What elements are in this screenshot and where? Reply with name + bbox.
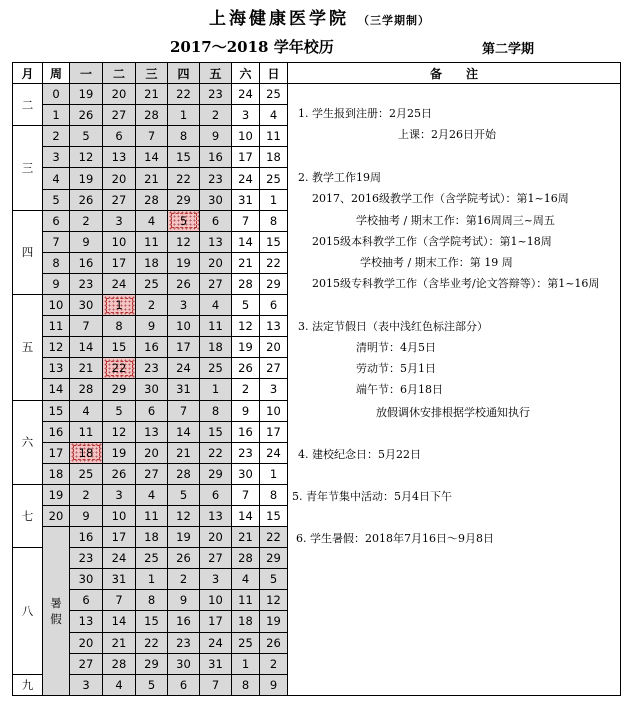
notes-cell	[288, 84, 621, 696]
month-cell: 七	[13, 484, 43, 547]
week-number-cell: 11	[43, 316, 70, 337]
day-header: 日	[260, 63, 288, 84]
date-cell: 26	[260, 632, 288, 653]
summer-label: 暑	[50, 595, 62, 610]
date-cell: 10	[232, 126, 260, 147]
note-line: 4. 建校纪念日：5月22日	[298, 448, 421, 462]
date-cell: 1	[260, 463, 288, 484]
note-line: 放假调休安排根据学校通知执行	[376, 406, 530, 420]
date-cell: 17	[103, 527, 136, 548]
header-row	[13, 63, 621, 84]
week-number-cell: 0	[43, 84, 70, 105]
date-cell: 17	[168, 337, 200, 358]
week-number-cell: 1	[43, 105, 70, 126]
date-cell: 4	[136, 210, 168, 231]
date-cell: 6	[168, 674, 200, 695]
date-cell: 20	[103, 84, 136, 105]
academic-year-title: 2017～2018 学年校历	[170, 38, 334, 56]
date-cell: 18	[260, 147, 288, 168]
week-number-cell: 13	[43, 358, 70, 379]
week-number-cell: 16	[43, 421, 70, 442]
date-cell: 9	[200, 126, 232, 147]
date-cell: 14	[232, 505, 260, 526]
date-cell: 14	[70, 337, 103, 358]
date-cell: 20	[136, 442, 168, 463]
date-cell: 6	[200, 210, 232, 231]
date-cell: 17	[260, 421, 288, 442]
note-line: 5. 青年节集中活动：5月4日下午	[292, 490, 452, 504]
date-cell: 23	[136, 358, 168, 379]
week-number-cell: 4	[43, 168, 70, 189]
date-cell: 5	[168, 484, 200, 505]
date-cell: 23	[200, 168, 232, 189]
date-cell: 8	[103, 316, 136, 337]
date-cell: 27	[70, 653, 103, 674]
date-cell: 28	[232, 273, 260, 294]
date-cell: 7	[232, 484, 260, 505]
date-cell: 23	[70, 273, 103, 294]
date-cell: 28	[232, 548, 260, 569]
date-cell: 29	[260, 273, 288, 294]
date-cell: 21	[70, 358, 103, 379]
date-cell: 22	[168, 84, 200, 105]
date-cell: 19	[103, 442, 136, 463]
date-cell: 26	[232, 358, 260, 379]
week-number-cell: 18	[43, 463, 70, 484]
note-line: 3. 法定节假日（表中浅红色标注部分）	[298, 320, 488, 334]
date-cell: 2	[200, 105, 232, 126]
date-cell: 5	[136, 674, 168, 695]
date-cell: 27	[136, 463, 168, 484]
date-cell: 4	[232, 569, 260, 590]
date-cell: 12	[232, 316, 260, 337]
date-cell: 25	[232, 632, 260, 653]
date-cell: 25	[136, 548, 168, 569]
date-cell: 1	[260, 189, 288, 210]
date-cell: 20	[200, 252, 232, 273]
date-cell: 4	[260, 105, 288, 126]
date-cell: 27	[200, 548, 232, 569]
date-cell: 14	[136, 147, 168, 168]
date-cell: 1	[232, 653, 260, 674]
date-cell: 27	[103, 189, 136, 210]
date-cell: 26	[168, 548, 200, 569]
month-header: 月	[13, 63, 43, 84]
date-cell: 30	[70, 295, 103, 316]
date-cell: 6	[70, 590, 103, 611]
date-cell: 20	[200, 527, 232, 548]
date-cell: 9	[70, 505, 103, 526]
day-header: 六	[232, 63, 260, 84]
date-cell: 2	[70, 210, 103, 231]
date-cell: 16	[232, 421, 260, 442]
month-cell: 二	[13, 84, 43, 126]
date-cell: 8	[260, 484, 288, 505]
date-cell: 13	[200, 505, 232, 526]
date-cell: 1	[136, 569, 168, 590]
date-cell: 29	[260, 548, 288, 569]
date-cell: 16	[70, 252, 103, 273]
date-cell: 22	[260, 527, 288, 548]
date-cell: 7	[136, 126, 168, 147]
note-line: 1. 学生报到注册：2月25日	[298, 107, 432, 121]
week-number-cell: 5	[43, 189, 70, 210]
date-cell: 28	[70, 379, 103, 400]
date-cell: 26	[103, 463, 136, 484]
date-cell: 3	[70, 674, 103, 695]
date-cell: 24	[200, 632, 232, 653]
date-cell: 5	[103, 400, 136, 421]
note-line: 上课：2月26日开始	[398, 128, 496, 142]
date-cell: 8	[200, 400, 232, 421]
date-cell: 9	[70, 231, 103, 252]
calendar-table	[12, 62, 621, 696]
date-cell: 25	[260, 168, 288, 189]
date-cell: 14	[103, 611, 136, 632]
note-line: 2017、2016级教学工作（含学院考试）：第1~16周	[312, 192, 569, 206]
date-cell: 3	[232, 105, 260, 126]
date-cell: 24	[103, 548, 136, 569]
date-cell: 22	[200, 442, 232, 463]
date-cell: 8	[136, 590, 168, 611]
day-header: 二	[103, 63, 136, 84]
date-cell: 19	[168, 252, 200, 273]
date-cell: 6	[200, 484, 232, 505]
title-main: 上海健康医学院	[209, 9, 350, 29]
date-cell: 12	[168, 231, 200, 252]
note-line: 端午节：6月18日	[356, 383, 443, 397]
month-cell: 八	[13, 548, 43, 675]
date-cell: 8	[260, 210, 288, 231]
date-cell: 8	[168, 126, 200, 147]
holiday-date-cell: 5	[168, 210, 200, 231]
date-cell: 19	[232, 337, 260, 358]
date-cell: 15	[260, 231, 288, 252]
date-cell: 11	[260, 126, 288, 147]
date-cell: 16	[70, 527, 103, 548]
week-number-cell: 8	[43, 252, 70, 273]
date-cell: 16	[168, 611, 200, 632]
date-cell: 3	[200, 569, 232, 590]
week-number-cell: 10	[43, 295, 70, 316]
date-cell: 27	[103, 105, 136, 126]
date-cell: 5	[232, 295, 260, 316]
date-cell: 1	[168, 105, 200, 126]
date-cell: 7	[103, 590, 136, 611]
month-cell: 三	[13, 126, 43, 210]
week-number-cell: 20	[43, 505, 70, 526]
date-cell: 31	[232, 189, 260, 210]
week-number-cell: 19	[43, 484, 70, 505]
date-cell: 2	[260, 653, 288, 674]
date-cell: 29	[200, 463, 232, 484]
date-cell: 10	[103, 231, 136, 252]
date-cell: 17	[200, 611, 232, 632]
month-cell: 五	[13, 295, 43, 400]
date-cell: 22	[168, 168, 200, 189]
date-cell: 29	[136, 653, 168, 674]
date-cell: 19	[260, 611, 288, 632]
date-cell: 28	[168, 463, 200, 484]
date-cell: 9	[136, 316, 168, 337]
date-cell: 10	[200, 590, 232, 611]
date-cell: 15	[200, 421, 232, 442]
date-cell: 9	[260, 674, 288, 695]
week-number-cell: 15	[43, 400, 70, 421]
date-cell: 16	[200, 147, 232, 168]
page-title	[0, 4, 639, 29]
week-number-cell: 7	[43, 231, 70, 252]
date-cell: 26	[70, 105, 103, 126]
date-cell: 3	[103, 210, 136, 231]
date-cell: 12	[70, 147, 103, 168]
date-cell: 11	[200, 316, 232, 337]
notes-header: 备 注	[288, 63, 621, 84]
week-number-cell: 12	[43, 337, 70, 358]
date-cell: 18	[136, 252, 168, 273]
note-line: 2015级本科教学工作（含学院考试）：第1~18周	[312, 235, 552, 249]
day-header: 一	[70, 63, 103, 84]
date-cell: 27	[200, 273, 232, 294]
day-header: 三	[136, 63, 168, 84]
date-cell: 8	[232, 674, 260, 695]
date-cell: 9	[232, 400, 260, 421]
date-cell: 3	[103, 484, 136, 505]
date-cell: 7	[232, 210, 260, 231]
date-cell: 12	[260, 590, 288, 611]
date-cell: 24	[232, 168, 260, 189]
week-number-cell: 3	[43, 147, 70, 168]
month-cell: 四	[13, 210, 43, 294]
date-cell: 24	[103, 273, 136, 294]
day-header: 四	[168, 63, 200, 84]
date-cell: 18	[232, 611, 260, 632]
week-header: 周	[43, 63, 70, 84]
date-cell: 23	[70, 548, 103, 569]
date-cell: 17	[103, 252, 136, 273]
date-cell: 10	[103, 505, 136, 526]
date-cell: 18	[136, 527, 168, 548]
date-cell: 28	[103, 653, 136, 674]
title-sub: （三学期制）	[357, 14, 430, 27]
date-cell: 5	[70, 126, 103, 147]
note-line: 清明节：4月5日	[356, 341, 436, 355]
date-cell: 2	[232, 379, 260, 400]
date-cell: 31	[200, 653, 232, 674]
date-cell: 31	[168, 379, 200, 400]
date-cell: 13	[200, 231, 232, 252]
summer-label: 假	[50, 611, 62, 626]
date-cell: 13	[260, 316, 288, 337]
date-cell: 21	[232, 527, 260, 548]
date-cell: 14	[168, 421, 200, 442]
date-cell: 25	[70, 463, 103, 484]
date-cell: 4	[136, 484, 168, 505]
date-cell: 19	[168, 527, 200, 548]
date-cell: 27	[260, 358, 288, 379]
date-cell: 11	[70, 421, 103, 442]
date-cell: 30	[232, 463, 260, 484]
date-cell: 5	[260, 569, 288, 590]
date-cell: 19	[70, 168, 103, 189]
date-cell: 21	[232, 252, 260, 273]
month-cell: 六	[13, 400, 43, 484]
date-cell: 24	[168, 358, 200, 379]
date-cell: 25	[200, 358, 232, 379]
date-cell: 21	[103, 632, 136, 653]
semester-label: 第二学期	[482, 42, 535, 57]
date-cell: 7	[168, 400, 200, 421]
date-cell: 3	[168, 295, 200, 316]
date-cell: 15	[136, 611, 168, 632]
date-cell: 11	[136, 231, 168, 252]
date-cell: 12	[168, 505, 200, 526]
date-cell: 16	[136, 337, 168, 358]
date-cell: 29	[103, 379, 136, 400]
date-cell: 11	[232, 590, 260, 611]
note-line: 劳动节：5月1日	[356, 362, 436, 376]
date-cell: 21	[136, 168, 168, 189]
month-cell: 九	[13, 674, 43, 695]
date-cell: 6	[260, 295, 288, 316]
date-cell: 24	[260, 442, 288, 463]
note-line: 2. 教学工作19周	[298, 171, 381, 185]
date-cell: 4	[200, 295, 232, 316]
date-cell: 11	[136, 505, 168, 526]
date-cell: 15	[103, 337, 136, 358]
date-cell: 20	[103, 168, 136, 189]
date-cell: 13	[103, 147, 136, 168]
week-row	[13, 84, 621, 105]
holiday-date-cell: 1	[103, 295, 136, 316]
week-number-cell: 6	[43, 210, 70, 231]
date-cell: 4	[103, 674, 136, 695]
date-cell: 29	[168, 189, 200, 210]
date-cell: 30	[200, 189, 232, 210]
date-cell: 26	[168, 273, 200, 294]
date-cell: 20	[70, 632, 103, 653]
date-cell: 28	[136, 105, 168, 126]
date-cell: 15	[260, 505, 288, 526]
date-cell: 30	[70, 569, 103, 590]
date-cell: 13	[136, 421, 168, 442]
date-cell: 7	[70, 316, 103, 337]
date-cell: 21	[136, 84, 168, 105]
date-cell: 25	[136, 273, 168, 294]
date-cell: 18	[200, 337, 232, 358]
week-number-cell: 17	[43, 442, 70, 463]
date-cell: 2	[136, 295, 168, 316]
date-cell: 23	[200, 84, 232, 105]
date-cell: 23	[232, 442, 260, 463]
note-line: 学校抽考 / 期末工作：第 19 周	[360, 256, 513, 270]
week-number-cell: 2	[43, 126, 70, 147]
date-cell: 12	[103, 421, 136, 442]
date-cell: 4	[70, 400, 103, 421]
date-cell: 20	[260, 337, 288, 358]
date-cell: 1	[200, 379, 232, 400]
date-cell: 22	[260, 252, 288, 273]
week-number-cell: 14	[43, 379, 70, 400]
date-cell: 15	[168, 147, 200, 168]
date-cell: 31	[103, 569, 136, 590]
date-cell: 6	[103, 126, 136, 147]
holiday-date-cell: 22	[103, 358, 136, 379]
holiday-date-cell: 18	[70, 442, 103, 463]
week-number-cell: 9	[43, 273, 70, 294]
date-cell: 14	[232, 231, 260, 252]
date-cell: 7	[200, 674, 232, 695]
date-cell: 22	[136, 632, 168, 653]
date-cell: 2	[70, 484, 103, 505]
note-line: 6. 学生暑假：2018年7月16日～9月8日	[296, 532, 494, 546]
date-cell: 13	[70, 611, 103, 632]
date-cell: 10	[260, 400, 288, 421]
note-line: 学校抽考 / 期末工作：第16周周三~周五	[356, 214, 555, 228]
date-cell: 30	[168, 653, 200, 674]
day-header: 五	[200, 63, 232, 84]
date-cell: 9	[168, 590, 200, 611]
date-cell: 2	[168, 569, 200, 590]
note-line: 2015级专科教学工作（含毕业考/论文答辩等）：第1~16周	[312, 277, 600, 291]
date-cell: 26	[70, 189, 103, 210]
date-cell: 10	[168, 316, 200, 337]
date-cell: 3	[260, 379, 288, 400]
date-cell: 30	[136, 379, 168, 400]
date-cell: 28	[136, 189, 168, 210]
date-cell: 24	[232, 84, 260, 105]
date-cell: 21	[168, 442, 200, 463]
date-cell: 6	[136, 400, 168, 421]
date-cell: 19	[70, 84, 103, 105]
summer-vacation-cell	[43, 527, 70, 696]
date-cell: 17	[232, 147, 260, 168]
date-cell: 23	[168, 632, 200, 653]
date-cell: 25	[260, 84, 288, 105]
